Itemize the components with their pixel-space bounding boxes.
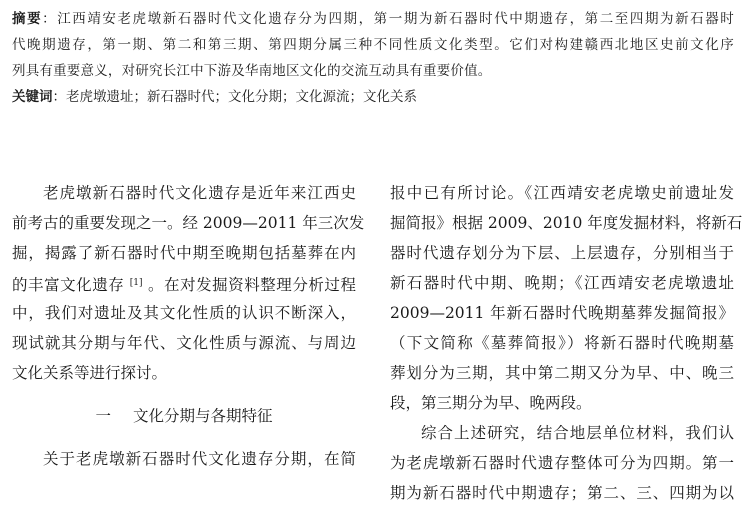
body-text: 的丰富文化遗存 [12, 276, 125, 294]
section-number: 一 [95, 407, 111, 425]
section-title: 文化分期与各期特征 [133, 407, 273, 425]
body-line: 关于老虎墩新石器时代文化遗存分期，在简 [43, 450, 356, 468]
abstract-label: 摘要 [12, 11, 43, 27]
body-line: 综合上述研究，结合地层单位材料，我们认 [421, 424, 734, 442]
body-line: 段，第三期分为早、晚两段。 [390, 394, 592, 412]
body-line: 文化关系等进行探讨。 [12, 364, 168, 382]
body-line: 期为新石器时代中期遗存；第二、三、四期为以 [390, 484, 734, 502]
abstract-line-3: 列具有重要意义，对研究长江中下游及华南地区文化的交流互动具有重要价值。 [12, 63, 492, 79]
body-line: 2009—2011 年新石器时代晚期墓葬发掘简报》 [390, 304, 734, 322]
body-line: 中，我们对遗址及其文化性质的认识不断深入， [12, 304, 356, 322]
body-line: 现试就其分期与年代、文化性质与源流、与周边 [12, 334, 356, 352]
body-line-with-citation [12, 268, 356, 298]
keywords-text: ：老虎墩遗址；新石器时代；文化分期；文化源流；文化关系 [52, 89, 417, 105]
citation-ref[interactable]: [1] [129, 278, 143, 288]
right-column [390, 178, 743, 508]
left-column [12, 178, 365, 474]
abstract-line-1 [12, 6, 734, 32]
body-line: 报中已有所讨论。《江西靖安老虎墩史前遗址发 [390, 184, 734, 202]
body-line: 掘，揭露了新石器时代中期至晚期包括墓葬在内 [12, 244, 356, 262]
body-line: 器时代遗存划分为下层、上层遗存，分别相当于 [390, 244, 734, 262]
body-line: 新石器时代中期、晚期；《江西靖安老虎墩遗址 [390, 274, 734, 292]
abstract-line-2: 代晚期遗存，第一期、第二和第三期、第四期分属三种不同性质文化类型。它们对构建赣西北地区史前文化序 [12, 37, 734, 53]
body-text: 。在对发掘资料整理分析过程 [147, 276, 356, 294]
body-line: （下文简称《墓葬简报》）将新石器时代晚期墓 [390, 334, 734, 352]
body-line: 葬划分为三期，其中第二期又分为早、中、晚三 [390, 364, 734, 382]
section-heading [12, 388, 356, 444]
abstract-text-1: ：江西靖安老虎墩新石器时代文化遗存分为四期，第一期为新石器时代中期遗存，第二至四期为新石器时 [42, 11, 734, 27]
body-line: 老虎墩新石器时代文化遗存是近年来江西史 [43, 184, 356, 202]
keywords-label: 关键词 [12, 89, 53, 105]
body-line: 掘简报》根据 2009、2010 年度发掘材料，将新石 [390, 214, 743, 232]
body-line: 前考古的重要发现之一。经 2009—2011 年三次发 [12, 214, 365, 232]
body-line: 为老虎墩新石器时代遗存整体可分为四期。第一 [390, 454, 734, 472]
keywords [12, 84, 734, 110]
